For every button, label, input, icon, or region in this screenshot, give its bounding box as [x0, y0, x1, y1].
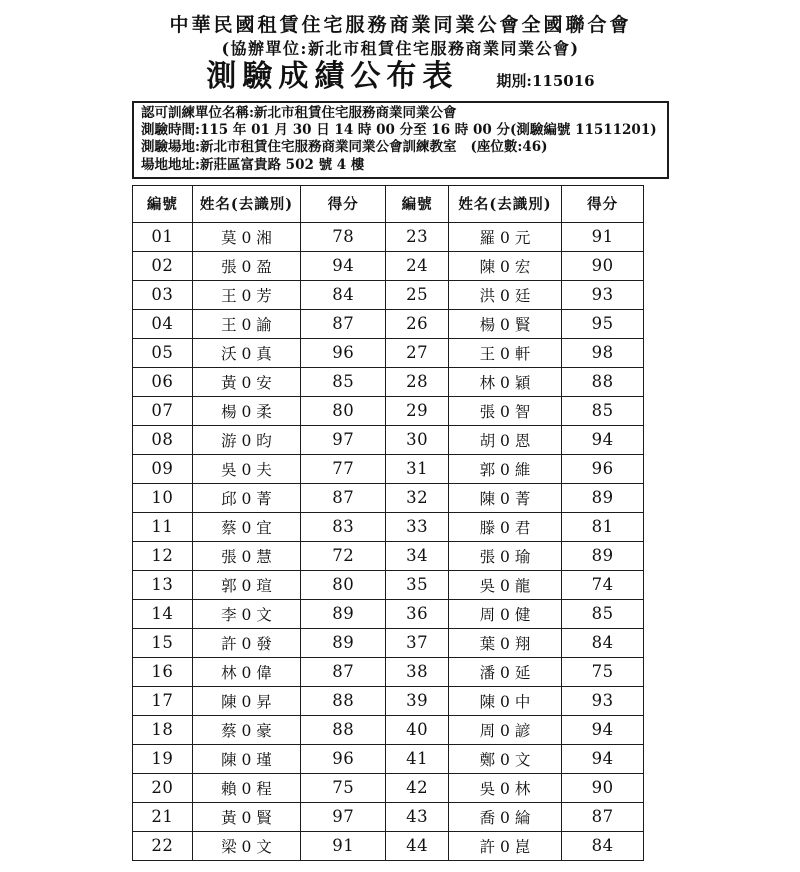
entry-number: 08 [133, 425, 193, 454]
table-row [133, 744, 644, 773]
entry-number: 39 [386, 686, 448, 715]
entry-score: 96 [562, 454, 644, 483]
column-header-number: 編號 [133, 185, 193, 222]
seats-text: (座位數:46) [470, 139, 548, 156]
table-row [133, 367, 644, 396]
entry-score: 85 [562, 599, 644, 628]
entry-name: 楊 0 柔 [192, 396, 300, 425]
table-row [133, 686, 644, 715]
entry-name: 滕 0 君 [448, 512, 561, 541]
entry-score: 93 [562, 686, 644, 715]
table-row [133, 715, 644, 744]
entry-score: 96 [301, 744, 386, 773]
entry-name: 張 0 盈 [192, 251, 300, 280]
entry-score: 84 [301, 280, 386, 309]
entry-name: 胡 0 恩 [448, 425, 561, 454]
entry-name: 楊 0 賢 [448, 309, 561, 338]
page-title: 測驗成績公布表 [206, 59, 459, 94]
entry-score: 87 [301, 657, 386, 686]
entry-score: 78 [301, 222, 386, 251]
entry-score: 84 [562, 831, 644, 860]
entry-score: 90 [562, 773, 644, 802]
entry-score: 94 [301, 251, 386, 280]
entry-number: 06 [133, 367, 193, 396]
entry-number: 32 [386, 483, 448, 512]
column-header-name: 姓名(去識別) [192, 185, 300, 222]
entry-name: 鄭 0 文 [448, 744, 561, 773]
entry-score: 87 [301, 483, 386, 512]
table-row [133, 628, 644, 657]
entry-score: 89 [301, 628, 386, 657]
entry-number: 12 [133, 541, 193, 570]
entry-number: 29 [386, 396, 448, 425]
entry-number: 38 [386, 657, 448, 686]
entry-score: 91 [301, 831, 386, 860]
entry-number: 18 [133, 715, 193, 744]
entry-score: 98 [562, 338, 644, 367]
entry-name: 周 0 健 [448, 599, 561, 628]
score-table [132, 185, 644, 861]
entry-name: 郭 0 瑄 [192, 570, 300, 599]
entry-score: 80 [301, 570, 386, 599]
entry-score: 89 [562, 483, 644, 512]
entry-number: 42 [386, 773, 448, 802]
entry-number: 30 [386, 425, 448, 454]
document-content [132, 0, 669, 861]
entry-number: 36 [386, 599, 448, 628]
entry-number: 16 [133, 657, 193, 686]
entry-number: 17 [133, 686, 193, 715]
entry-number: 05 [133, 338, 193, 367]
entry-name: 郭 0 維 [448, 454, 561, 483]
entry-number: 27 [386, 338, 448, 367]
entry-score: 89 [562, 541, 644, 570]
entry-name: 梁 0 文 [192, 831, 300, 860]
entry-score: 80 [301, 396, 386, 425]
venue-text: 測驗場地:新北市租賃住宅服務商業同業公會訓練教室 [141, 139, 457, 156]
entry-number: 35 [386, 570, 448, 599]
entry-name: 張 0 瑜 [448, 541, 561, 570]
entry-score: 94 [562, 744, 644, 773]
entry-name: 賴 0 程 [192, 773, 300, 802]
entry-name: 王 0 諭 [192, 309, 300, 338]
entry-name: 周 0 諺 [448, 715, 561, 744]
address-text: 場地地址:新莊區富貴路 502 號 4 樓 [141, 156, 365, 173]
entry-name: 許 0 崑 [448, 831, 561, 860]
co-organizer-title: (協辦單位:新北市租賃住宅服務商業同業公會) [221, 39, 580, 58]
entry-name: 陳 0 中 [448, 686, 561, 715]
entry-score: 81 [562, 512, 644, 541]
table-row [133, 483, 644, 512]
entry-name: 張 0 慧 [192, 541, 300, 570]
training-unit-text: 認可訓練單位名稱:新北市租賃住宅服務商業同業公會 [141, 105, 457, 121]
table-row [133, 831, 644, 860]
test-time-text: 測驗時間:115 年 01 月 30 日 14 時 00 分至 16 時 00 分 [141, 122, 510, 139]
entry-number: 07 [133, 396, 193, 425]
entry-number: 25 [386, 280, 448, 309]
entry-number: 14 [133, 599, 193, 628]
table-row [133, 454, 644, 483]
column-header-score: 得分 [562, 185, 644, 222]
entry-name: 潘 0 延 [448, 657, 561, 686]
entry-name: 吳 0 龍 [448, 570, 561, 599]
entry-number: 37 [386, 628, 448, 657]
entry-number: 11 [133, 512, 193, 541]
test-code-text: (測驗編號 11511201) [509, 122, 657, 139]
entry-name: 王 0 軒 [448, 338, 561, 367]
table-row [133, 309, 644, 338]
entry-name: 莫 0 湘 [192, 222, 300, 251]
entry-name: 王 0 芳 [192, 280, 300, 309]
table-row [133, 425, 644, 454]
entry-score: 88 [562, 367, 644, 396]
entry-score: 75 [562, 657, 644, 686]
entry-number: 26 [386, 309, 448, 338]
entry-name: 陳 0 瑾 [192, 744, 300, 773]
entry-score: 83 [301, 512, 386, 541]
table-row [133, 251, 644, 280]
entry-number: 34 [386, 541, 448, 570]
table-row [133, 222, 644, 251]
entry-score: 93 [562, 280, 644, 309]
entry-score: 90 [562, 251, 644, 280]
entry-number: 01 [133, 222, 193, 251]
entry-score: 89 [301, 599, 386, 628]
entry-name: 張 0 智 [448, 396, 561, 425]
info-line-address [141, 157, 660, 174]
entry-name: 蔡 0 豪 [192, 715, 300, 744]
entry-number: 23 [386, 222, 448, 251]
info-line-training-unit [141, 105, 660, 122]
entry-name: 許 0 發 [192, 628, 300, 657]
entry-score: 94 [562, 715, 644, 744]
entry-name: 陳 0 昇 [192, 686, 300, 715]
entry-score: 91 [562, 222, 644, 251]
entry-score: 96 [301, 338, 386, 367]
entry-number: 40 [386, 715, 448, 744]
entry-number: 28 [386, 367, 448, 396]
entry-name: 葉 0 翔 [448, 628, 561, 657]
table-row [133, 541, 644, 570]
entry-score: 85 [301, 367, 386, 396]
entry-number: 33 [386, 512, 448, 541]
info-line-venue [141, 139, 660, 156]
entry-number: 22 [133, 831, 193, 860]
entry-score: 97 [301, 425, 386, 454]
org-title: 中華民國租賃住宅服務商業同業公會全國聯合會 [169, 14, 632, 36]
table-row [133, 773, 644, 802]
entry-score: 88 [301, 715, 386, 744]
entry-name: 黃 0 安 [192, 367, 300, 396]
entry-name: 陳 0 菁 [448, 483, 561, 512]
entry-name: 林 0 偉 [192, 657, 300, 686]
entry-score: 85 [562, 396, 644, 425]
table-row [133, 802, 644, 831]
entry-number: 21 [133, 802, 193, 831]
column-header-score: 得分 [301, 185, 386, 222]
column-header-name: 姓名(去識別) [448, 185, 561, 222]
info-box [132, 101, 669, 179]
score-table-body [133, 222, 644, 860]
table-row [133, 280, 644, 309]
entry-name: 游 0 昀 [192, 425, 300, 454]
table-row [133, 570, 644, 599]
entry-name: 喬 0 綸 [448, 802, 561, 831]
entry-number: 02 [133, 251, 193, 280]
entry-name: 蔡 0 宜 [192, 512, 300, 541]
table-row [133, 599, 644, 628]
entry-score: 88 [301, 686, 386, 715]
entry-name: 陳 0 宏 [448, 251, 561, 280]
entry-number: 43 [386, 802, 448, 831]
entry-number: 10 [133, 483, 193, 512]
entry-name: 洪 0 廷 [448, 280, 561, 309]
entry-name: 羅 0 元 [448, 222, 561, 251]
entry-score: 84 [562, 628, 644, 657]
entry-number: 41 [386, 744, 448, 773]
entry-number: 24 [386, 251, 448, 280]
entry-score: 87 [562, 802, 644, 831]
period-label: 期別:115016 [496, 72, 595, 90]
entry-score: 75 [301, 773, 386, 802]
table-row [133, 657, 644, 686]
entry-name: 林 0 穎 [448, 367, 561, 396]
table-row [133, 512, 644, 541]
entry-number: 15 [133, 628, 193, 657]
table-row [133, 396, 644, 425]
entry-number: 13 [133, 570, 193, 599]
entry-name: 黃 0 賢 [192, 802, 300, 831]
entry-name: 李 0 文 [192, 599, 300, 628]
entry-number: 19 [133, 744, 193, 773]
entry-number: 44 [386, 831, 448, 860]
entry-score: 95 [562, 309, 644, 338]
entry-score: 94 [562, 425, 644, 454]
entry-score: 97 [301, 802, 386, 831]
entry-number: 31 [386, 454, 448, 483]
info-line-test-time [141, 122, 660, 139]
entry-score: 87 [301, 309, 386, 338]
entry-score: 72 [301, 541, 386, 570]
entry-name: 吳 0 林 [448, 773, 561, 802]
entry-score: 77 [301, 454, 386, 483]
entry-name: 邱 0 菁 [192, 483, 300, 512]
entry-number: 04 [133, 309, 193, 338]
column-header-number: 編號 [386, 185, 448, 222]
table-row [133, 338, 644, 367]
entry-score: 74 [562, 570, 644, 599]
entry-number: 09 [133, 454, 193, 483]
entry-name: 吳 0 夫 [192, 454, 300, 483]
entry-number: 03 [133, 280, 193, 309]
entry-number: 20 [133, 773, 193, 802]
entry-name: 沃 0 真 [192, 338, 300, 367]
table-header-row [133, 185, 644, 222]
title-row [132, 60, 669, 98]
